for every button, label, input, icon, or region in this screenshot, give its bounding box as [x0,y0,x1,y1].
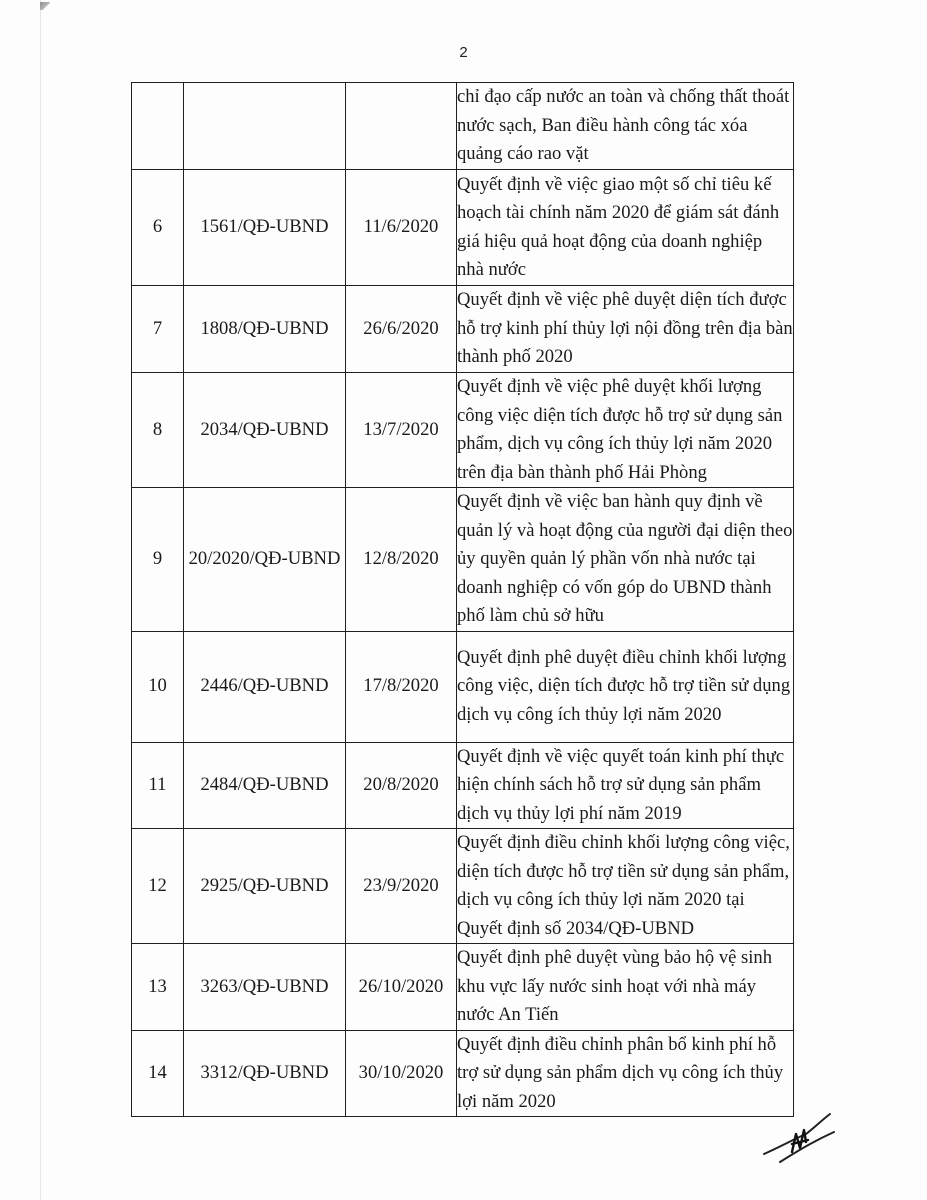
decision-number: 2484/QĐ-UBND [184,742,346,829]
row-index: 6 [132,170,184,286]
decision-description: chỉ đạo cấp nước an toàn và chống thất thoát nước sạch, Ban điều hành công tác xóa quảng cáo rao vặt [457,83,794,170]
decision-description: Quyết định về việc phê duyệt diện tích được hỗ trợ kinh phí thủy lợi nội đồng trên địa bàn thành phố 2020 [457,286,794,373]
decisions-table [131,82,794,1117]
decision-description: Quyết định về việc ban hành quy định về quản lý và hoạt động của người đại diện theo ủy quyền quản lý phần vốn nhà nước tại doanh nghiệp có vốn góp do UBND thành phố làm chủ sở hữu [457,488,794,632]
decision-number: 2925/QĐ-UBND [184,829,346,944]
decision-description: Quyết định về việc quyết toán kinh phí thực hiện chính sách hỗ trợ sử dụng sản phẩm dịch vụ thủy lợi phí năm 2019 [457,742,794,829]
table-row [132,170,794,286]
decision-description: Quyết định về việc giao một số chỉ tiêu kế hoạch tài chính năm 2020 để giám sát đánh giá hiệu quả hoạt động của doanh nghiệp nhà nước [457,170,794,286]
table-row [132,1030,794,1117]
decision-date: 12/8/2020 [346,488,457,632]
decision-date: 30/10/2020 [346,1030,457,1117]
table-row [132,286,794,373]
table-row [132,631,794,742]
decision-date: 23/9/2020 [346,829,457,944]
decision-number: 2034/QĐ-UBND [184,373,346,488]
table-row [132,373,794,488]
row-index: 11 [132,742,184,829]
decision-number: 1561/QĐ-UBND [184,170,346,286]
decision-date [346,83,457,170]
row-index: 13 [132,944,184,1031]
decision-description: Quyết định điều chỉnh khối lượng công việc, diện tích được hỗ trợ tiền sử dụng sản phẩm, dịch vụ công ích thủy lợi năm 2020 tại Quyết định số 2034/QĐ-UBND [457,829,794,944]
table-row [132,944,794,1031]
decision-description: Quyết định về việc phê duyệt khối lượng công việc diện tích được hỗ trợ sử dụng sản phẩm, dịch vụ công ích thủy lợi năm 2020 trên địa bàn thành phố Hải Phòng [457,373,794,488]
decision-number: 20/2020/QĐ-UBND [184,488,346,632]
decision-date: 26/6/2020 [346,286,457,373]
decision-number [184,83,346,170]
decision-date: 17/8/2020 [346,631,457,742]
table-row [132,83,794,170]
decision-date: 20/8/2020 [346,742,457,829]
row-index: 9 [132,488,184,632]
row-index: 7 [132,286,184,373]
table-row [132,488,794,632]
scan-edge-line [40,0,41,1200]
table-row [132,829,794,944]
decision-number: 3263/QĐ-UBND [184,944,346,1031]
decision-date: 11/6/2020 [346,170,457,286]
row-index: 8 [132,373,184,488]
handwritten-initials-icon [762,1112,842,1172]
decision-number: 1808/QĐ-UBND [184,286,346,373]
decision-description: Quyết định phê duyệt điều chỉnh khối lượng công việc, diện tích được hỗ trợ tiền sử dụng dịch vụ công ích thủy lợi năm 2020 [457,631,794,742]
decision-description: Quyết định phê duyệt vùng bảo hộ vệ sinh khu vực lấy nước sinh hoạt với nhà máy nước An Tiến [457,944,794,1031]
decision-date: 13/7/2020 [346,373,457,488]
row-index: 12 [132,829,184,944]
decision-date: 26/10/2020 [346,944,457,1031]
decision-number: 2446/QĐ-UBND [184,631,346,742]
scan-corner-mark [40,2,50,10]
row-index: 10 [132,631,184,742]
row-index: 14 [132,1030,184,1117]
row-index [132,83,184,170]
table-row [132,742,794,829]
decision-number: 3312/QĐ-UBND [184,1030,346,1117]
decision-description: Quyết định điều chỉnh phân bổ kinh phí hỗ trợ sử dụng sản phẩm dịch vụ công ích thủy lợi năm 2020 [457,1030,794,1117]
page-number: 2 [459,44,468,61]
